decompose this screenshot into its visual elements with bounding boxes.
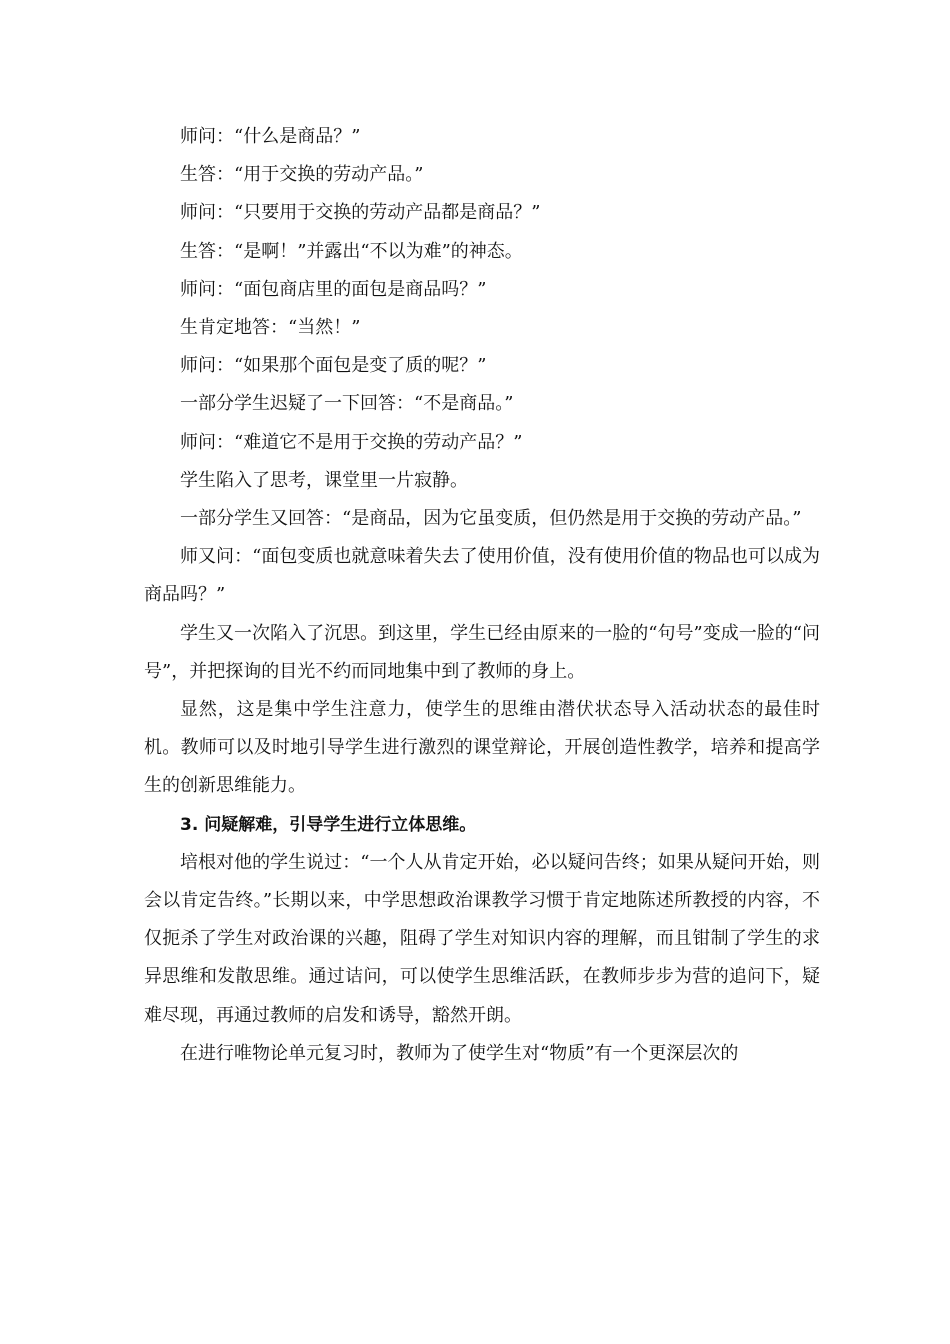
dialogue-line: 师又问：“面包变质也就意味着失去了使用价值，没有使用价值的物品也可以成为商品吗？” xyxy=(144,546,820,606)
body-paragraph: 学生又一次陷入了沉思。到这里，学生已经由原来的一脸的“句号”变成一脸的“问号”，并把探询的目光不约而同地集中到了教师的身上。 xyxy=(144,622,820,682)
dialogue-line: 师问：“面包商店里的面包是商品吗？” xyxy=(180,278,487,300)
dialogue-line: 师问：“如果那个面包是变了质的呢？” xyxy=(180,355,487,377)
dialogue-line: 师问：“难道它不是用于交换的劳动产品？” xyxy=(180,431,523,453)
body-paragraph: 显然，这是集中学生注意力，使学生的思维由潜伏状态导入活动状态的最佳时机。教师可以及时地引导学生进行激烈的课堂辩论，开展创造性教学，培养和提高学生的创新思维能力。 xyxy=(144,699,820,797)
body-paragraph: 在进行唯物论单元复习时，教师为了使学生对“物质”有一个更深层次的 xyxy=(180,1042,739,1064)
dialogue-line: 一部分学生迟疑了一下回答：“不是商品。” xyxy=(180,393,514,415)
document-page xyxy=(144,118,820,1073)
dialogue-line: 生答：“是啊！”并露出“不以为难”的神态。 xyxy=(180,240,523,262)
dialogue-line: 一部分学生又回答：“是商品，因为它虽变质，但仍然是用于交换的劳动产品。” xyxy=(180,508,802,530)
dialogue-line: 学生陷入了思考，课堂里一片寂静。 xyxy=(180,469,468,491)
dialogue-line: 生答：“用于交换的劳动产品。” xyxy=(180,164,424,186)
section-heading: 3. 问疑解难，引导学生进行立体思维。 xyxy=(180,814,477,835)
dialogue-line: 师问：“只要用于交换的劳动产品都是商品？” xyxy=(180,202,541,224)
dialogue-line: 生肯定地答：“当然！” xyxy=(180,317,361,339)
dialogue-line: 师问：“什么是商品？” xyxy=(180,126,361,147)
body-paragraph: 培根对他的学生说过：“一个人从肯定开始，必以疑问告终；如果从疑问开始，则会以肯定告终。”长期以来，中学思想政治课教学习惯于肯定地陈述所教授的内容，不仅扼杀了学生对政治课的兴趣，阻碍了学生对知识内容的理解，而且钳制了学生的求异思维和发散思维。通过诘问，可以使学生思维活跃，在教师步步为营的追问下，疑难尽现，再通过教师的启发和诱导，豁然开朗。 xyxy=(144,851,820,1026)
